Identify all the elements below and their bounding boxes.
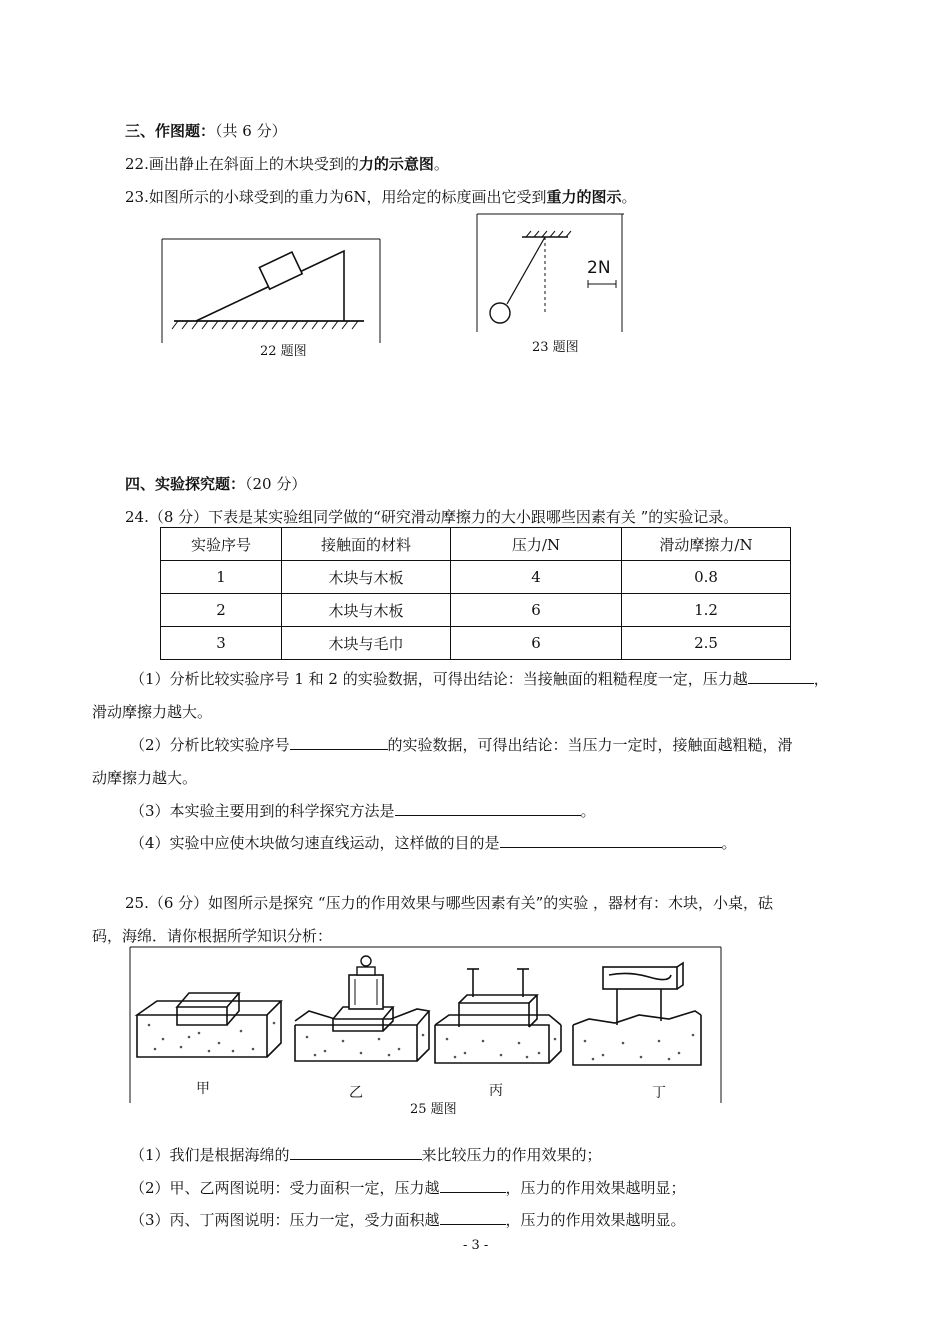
figure-25-sponge-experiments xyxy=(129,945,723,1105)
q24-part1-tail: ， xyxy=(813,670,829,688)
question-23 xyxy=(125,186,637,207)
table-header-cell: 实验序号 xyxy=(161,528,282,561)
figure-22-incline xyxy=(160,237,382,345)
q25-part3-tail: ，压力的作用效果越明显。 xyxy=(505,1211,686,1229)
table-cell: 木块与木板 xyxy=(282,594,451,627)
figure-22-caption: 22 题图 xyxy=(260,344,307,359)
q25-part3 xyxy=(130,1209,686,1230)
q24-part2-tail: 的实验数据，可得出结论：当压力一定时，接触面越粗糙，滑 xyxy=(387,736,793,754)
q25-part2 xyxy=(130,1177,686,1198)
table-cell: 3 xyxy=(161,627,282,660)
table-header-cell: 滑动摩擦力/N xyxy=(622,528,791,561)
q23-bold-text: 重力的图示 xyxy=(546,188,622,206)
answer-blank[interactable] xyxy=(500,833,722,848)
section3-heading-line xyxy=(125,120,287,141)
table-cell: 2.5 xyxy=(622,627,791,660)
figure-label: 甲 xyxy=(196,1081,210,1097)
figure-23-caption: 23 题图 xyxy=(532,340,579,355)
table-header-cell: 接触面的材料 xyxy=(282,528,451,561)
q22-suffix: 。 xyxy=(433,155,449,173)
q25-part1 xyxy=(130,1144,602,1165)
answer-blank[interactable] xyxy=(440,1210,506,1225)
q25-part3-text: （3）丙、丁两图说明：压力一定，受力面积越 xyxy=(130,1211,440,1229)
q25-part2-text: （2）甲、乙两图说明：受力面积一定，压力越 xyxy=(130,1179,440,1197)
section4-score: （20 分） xyxy=(245,475,307,493)
answer-blank[interactable] xyxy=(440,1178,506,1193)
sponge-with-block-icon xyxy=(137,993,281,1057)
table-header-row xyxy=(161,528,791,561)
section3-heading: 三、作图题： xyxy=(125,122,216,140)
table-row xyxy=(161,561,791,594)
answer-blank[interactable] xyxy=(290,735,388,750)
q24-part1-text: （1）分析比较实验序号 1 和 2 的实验数据，可得出结论：当接触面的粗糙程度一定，压力越 xyxy=(130,670,748,688)
q23-suffix: 。 xyxy=(621,188,637,206)
q24-part2-text: （2）分析比较实验序号 xyxy=(130,736,290,754)
q24-part1-continued: 滑动摩擦力越大。 xyxy=(92,703,213,721)
figure-label: 丙 xyxy=(489,1083,503,1099)
ball-icon xyxy=(490,303,510,323)
q24-part1 xyxy=(130,668,829,689)
question-24-intro: 24.（8 分）下表是某实验组同学做的“研究滑动摩擦力的大小跟哪些因素有关 ”的实验记录。 xyxy=(125,508,739,526)
sponge-block-weight-icon xyxy=(295,956,429,1061)
q25-part1-tail: 来比较压力的作用效果的； xyxy=(421,1146,602,1164)
q24-part4-text: （4）实验中应使木块做匀速直线运动，这样做的目的是 xyxy=(130,834,500,852)
scale-label: 2N xyxy=(587,258,611,278)
figure-label: 丁 xyxy=(652,1085,666,1101)
question-25-intro: 25.（6 分）如图所示是探究 “压力的作用效果与哪些因素有关”的实验 ，器材有：木块，小桌，砝 xyxy=(125,894,774,912)
table-header-cell: 压力/N xyxy=(451,528,622,561)
table-cell: 4 xyxy=(451,561,622,594)
answer-blank[interactable] xyxy=(395,801,581,816)
table-cell: 2 xyxy=(161,594,282,627)
q24-data-table xyxy=(160,527,791,660)
q24-part4 xyxy=(130,832,737,853)
q24-part3-text: （3）本实验主要用到的科学探究方法是 xyxy=(130,802,395,820)
table-cell: 6 xyxy=(451,627,622,660)
q24-part2 xyxy=(130,734,793,755)
question-22 xyxy=(125,153,449,174)
q25-part2-tail: ，压力的作用效果越明显； xyxy=(505,1179,686,1197)
table-cell: 6 xyxy=(451,594,622,627)
section4-heading-line xyxy=(125,473,306,494)
table-cell: 木块与毛巾 xyxy=(282,627,451,660)
section3-score: （共 6 分） xyxy=(215,122,287,140)
q23-text: 23.如图所示的小球受到的重力为6N，用给定的标度画出它受到 xyxy=(125,188,547,206)
page-number: - 3 - xyxy=(463,1238,489,1253)
table-row xyxy=(161,594,791,627)
q22-text: 22.画出静止在斜面上的木块受到的 xyxy=(125,155,359,173)
q25-part1-text: （1）我们是根据海绵的 xyxy=(130,1146,290,1164)
figure-25-caption: 25 题图 xyxy=(410,1102,457,1117)
answer-blank[interactable] xyxy=(748,669,814,684)
q24-part3 xyxy=(130,800,596,821)
table-cell: 1 xyxy=(161,561,282,594)
question-25-intro-continued: 码，海绵．请你根据所学知识分析： xyxy=(92,927,333,945)
sponge-table-legs-down-icon xyxy=(573,963,701,1065)
table-cell: 0.8 xyxy=(622,561,791,594)
table-cell: 1.2 xyxy=(622,594,791,627)
q24-part4-tail: 。 xyxy=(721,834,737,852)
answer-blank[interactable] xyxy=(290,1145,422,1160)
q24-part2-continued: 动摩擦力越大。 xyxy=(92,769,198,787)
q22-bold-text: 力的示意图 xyxy=(358,155,434,173)
table-cell: 木块与木板 xyxy=(282,561,451,594)
q24-part3-tail: 。 xyxy=(580,802,596,820)
block-icon xyxy=(259,252,302,289)
sponge-table-legs-up-icon xyxy=(435,969,561,1063)
table-row xyxy=(161,627,791,660)
figure-label: 乙 xyxy=(349,1085,363,1101)
section4-heading: 四、实验探究题： xyxy=(125,475,246,493)
